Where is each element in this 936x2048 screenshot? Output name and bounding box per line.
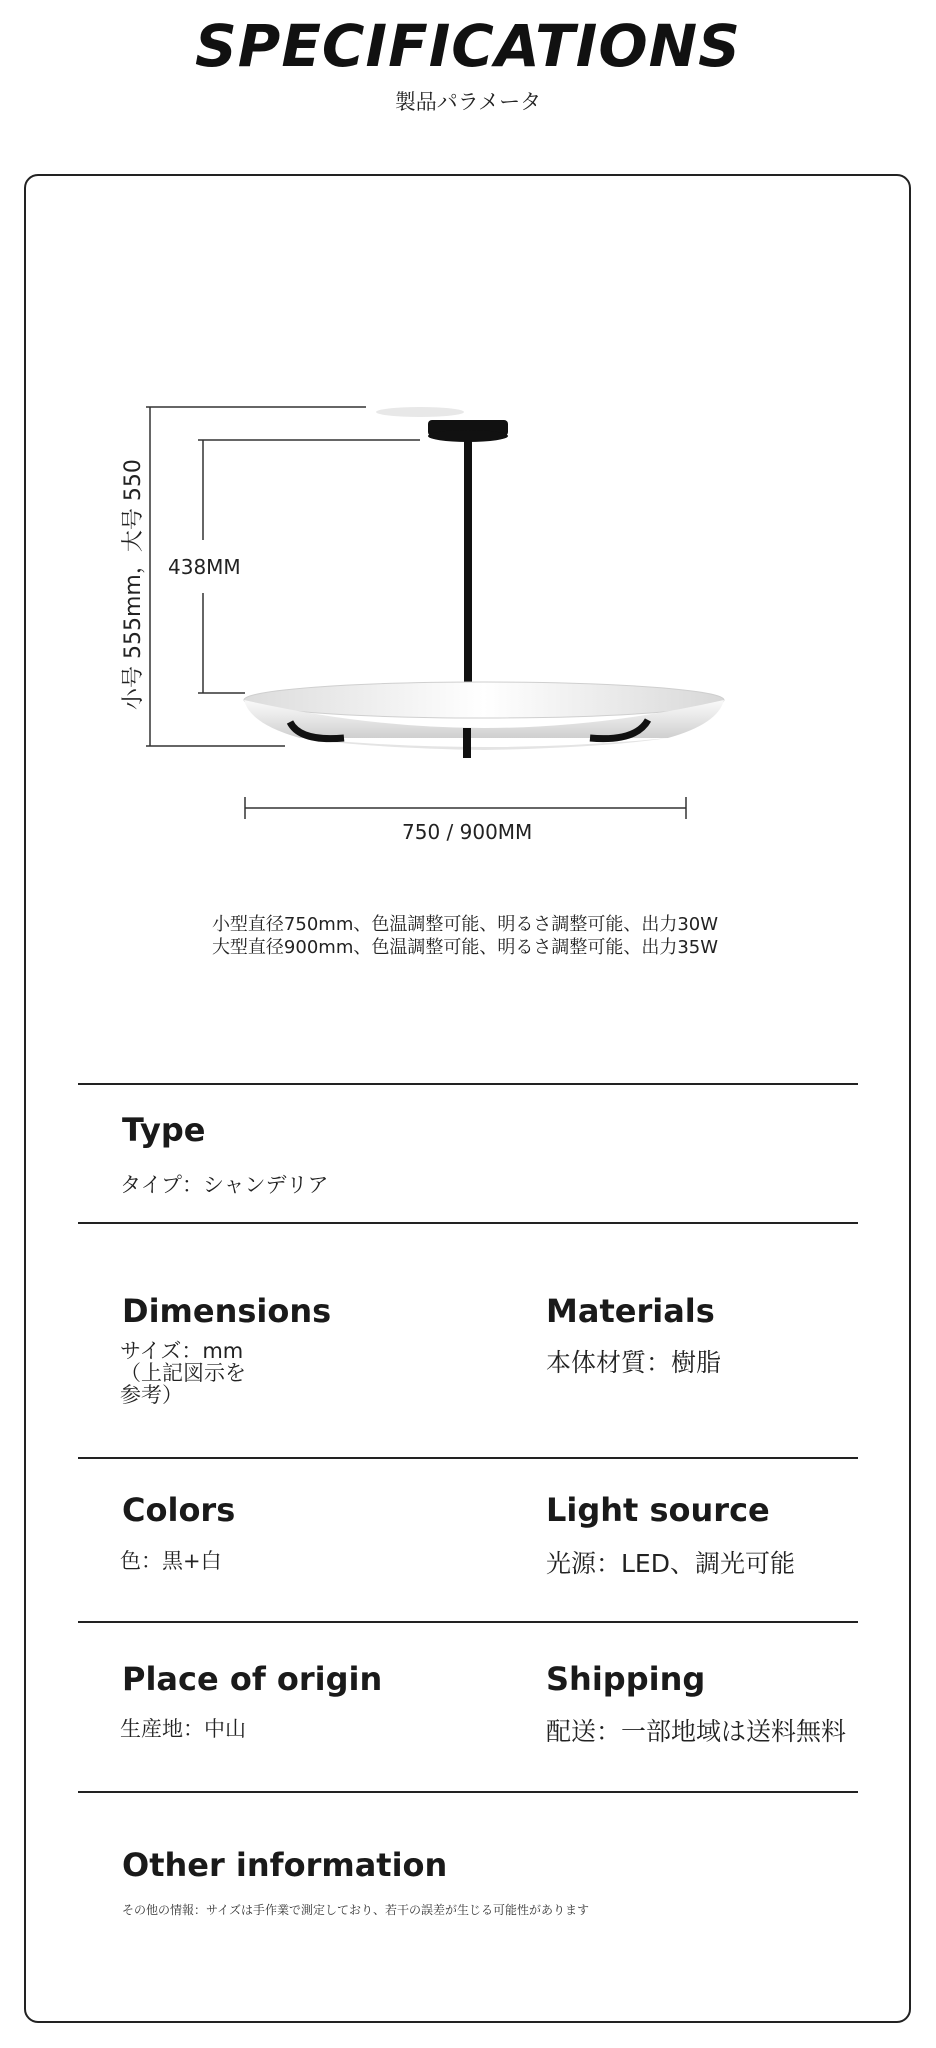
light-source-title: Light source: [546, 1491, 770, 1529]
lamp-rod: [464, 436, 472, 686]
other-info-title: Other information: [122, 1846, 448, 1884]
shipping-value: 配送：一部地域は送料無料: [546, 1717, 847, 1746]
width-label: 750 / 900MM: [402, 820, 533, 844]
description-line-1: 小型直径750mm、色温調整可能、明るさ調整可能、出力30W: [211, 914, 719, 935]
type-value: タイプ：シャンデリア: [120, 1173, 329, 1197]
divider: [78, 1621, 858, 1623]
colors-value: 色：黒+白: [120, 1549, 222, 1573]
dimensions-title: Dimensions: [122, 1292, 332, 1330]
divider: [78, 1222, 858, 1224]
materials-value: 本体材質：樹脂: [546, 1348, 722, 1377]
dimensions-value: サイズ：mm （上記図示を参考）: [120, 1339, 246, 1407]
divider: [78, 1457, 858, 1459]
divider: [78, 1083, 858, 1085]
colors-title: Colors: [122, 1491, 236, 1529]
type-title: Type: [122, 1111, 206, 1149]
lamp-dimension-diagram: [0, 0, 936, 900]
vertical-dimension-label: 小号 555mm，大号 550: [121, 459, 146, 710]
shipping-title: Shipping: [546, 1660, 706, 1698]
height-label: 438MM: [168, 555, 241, 579]
lamp-center-stem: [463, 728, 471, 758]
other-info-note: その他の情報：サイズは手作業で測定しており、若干の誤差が生じる可能性があります: [122, 1903, 590, 1917]
origin-title: Place of origin: [122, 1660, 383, 1698]
width-dimension: [245, 797, 686, 819]
origin-value: 生産地：中山: [120, 1717, 246, 1741]
materials-title: Materials: [546, 1292, 715, 1330]
description-line-2: 大型直径900mm、色温調整可能、明るさ調整可能、出力35W: [211, 937, 719, 958]
canopy-shadow: [376, 407, 464, 417]
light-source-value: 光源：LED、調光可能: [546, 1549, 795, 1578]
divider: [78, 1791, 858, 1793]
lamp-shade-top: [244, 682, 724, 718]
page-subtitle: 製品パラメータ: [394, 90, 542, 114]
page-title: SPECIFICATIONS: [195, 12, 741, 80]
